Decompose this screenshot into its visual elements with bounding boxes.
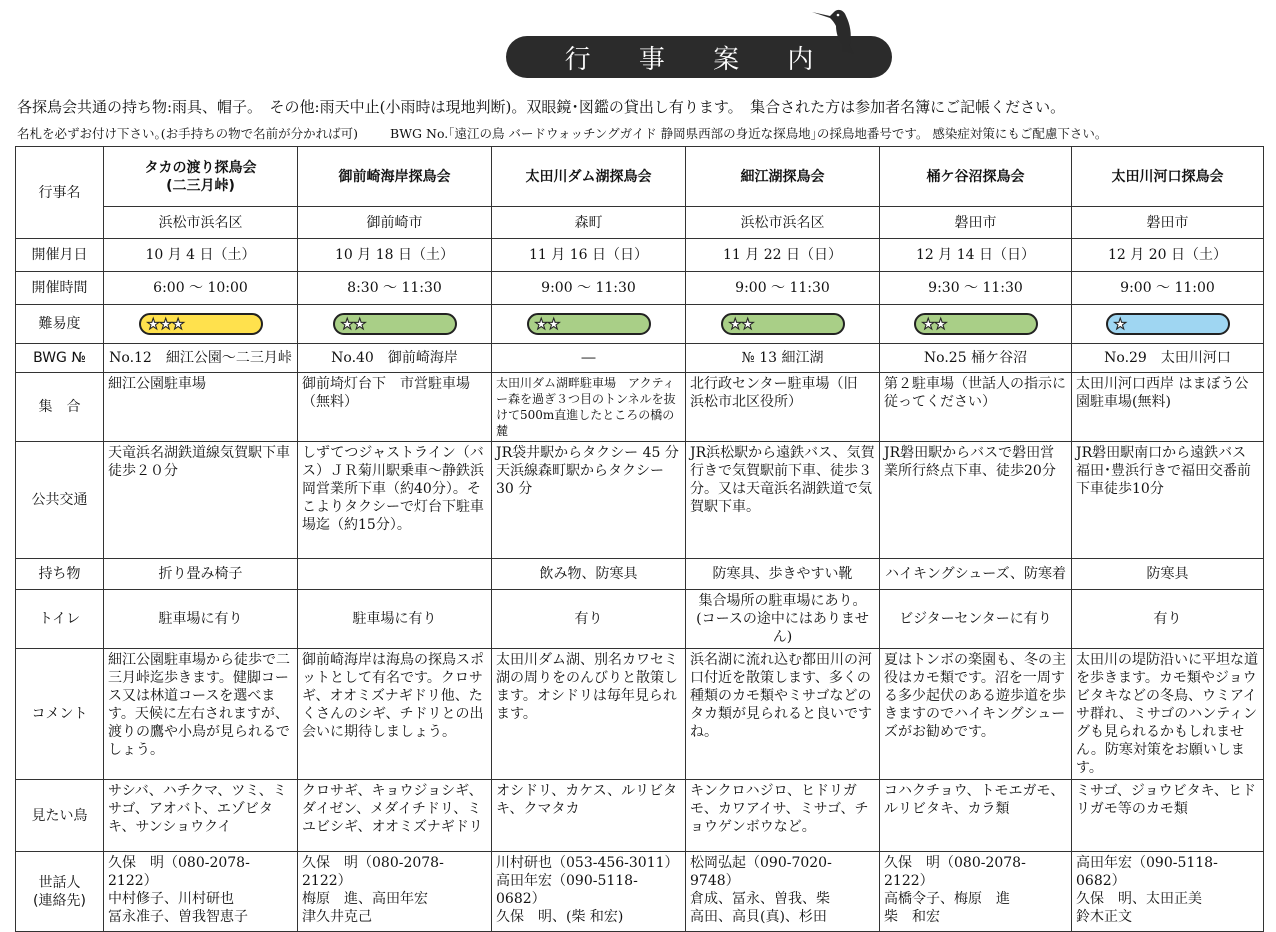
- row-meet: [16, 373, 1264, 442]
- event-birds: サシバ、ハチクマ、ツミ、ミサゴ、アオバト、エゾビタキ、サンショウクイ: [104, 780, 298, 852]
- event-time: 9:30 〜 11:30: [880, 272, 1072, 305]
- nametag-note: 名札を必ずお付け下さい｡(お手持ちの物で名前が分かれば可): [17, 126, 359, 141]
- event-comment: 細江公園駐車場から徒歩で二三月峠迄歩きます。健脚コース又は林道コースを選べます。天候に左右されますが、渡りの鷹や小鳥が見られるでしょう。: [104, 649, 298, 780]
- event-place: 浜松市浜名区: [104, 207, 298, 239]
- event-toilet: 駐車場に有り: [298, 590, 492, 649]
- event-name: 太田川ダム湖探鳥会: [492, 147, 686, 207]
- event-birds: コハクチョウ、トモエガモ、ルリビタキ、カラ類: [880, 780, 1072, 852]
- event-contact: 松岡弘起（090-7020-9748） 倉成、冨永、曽我、柴 高田、高貝(真)、杉田: [686, 852, 880, 932]
- difficulty-rating: [333, 313, 457, 335]
- event-date: 10 月 4 日（土）: [104, 239, 298, 272]
- event-name: 桶ケ谷沼探鳥会: [880, 147, 1072, 207]
- event-transit: 天竜浜名湖鉄道線気賀駅下車徒歩２０分: [104, 442, 298, 559]
- difficulty-stars: ★★: [921, 315, 947, 333]
- row-date: [16, 239, 1264, 272]
- difficulty-cell: [104, 305, 298, 344]
- difficulty-stars: ★★★: [146, 315, 184, 333]
- difficulty-cell: [686, 305, 880, 344]
- event-bwg: No.40 御前崎海岸: [298, 344, 492, 373]
- event-place: 森町: [492, 207, 686, 239]
- row-items: [16, 559, 1264, 590]
- difficulty-rating: [527, 313, 651, 335]
- row-toilet: [16, 590, 1264, 649]
- event-birds: ミサゴ、ジョウビタキ、ヒドリガモ等のカモ類: [1072, 780, 1264, 852]
- event-toilet: ビジターセンターに有り: [880, 590, 1072, 649]
- difficulty-stars: ★: [1113, 315, 1126, 333]
- kingfisher-bird-icon: [808, 4, 868, 56]
- event-comment: 御前崎海岸は海鳥の探鳥スポットとして有名です。クロサギ、オオミズナギドリ他、たくさんのシギ、チドリとの出会いに期待しましょう。: [298, 649, 492, 780]
- event-name: 太田川河口探鳥会: [1072, 147, 1264, 207]
- label-contact: 世話人 (連絡先): [16, 852, 104, 932]
- event-date: 11 月 16 日（日）: [492, 239, 686, 272]
- row-bwg: [16, 344, 1264, 373]
- event-bwg: No.25 桶ケ谷沼: [880, 344, 1072, 373]
- row-time: [16, 272, 1264, 305]
- event-time: 9:00 〜 11:30: [686, 272, 880, 305]
- difficulty-rating: [1106, 313, 1230, 335]
- label-meet: 集 合: [16, 373, 104, 442]
- event-name: 細江湖探鳥会: [686, 147, 880, 207]
- bwg-note: BWG No.｢遠江の鳥 バードウォッチングガイド 静岡県西部の身近な探鳥地｣の採鳥地番号です。 感染症対策にもご配慮下さい。: [390, 126, 1108, 141]
- label-comment: コメント: [16, 649, 104, 780]
- event-meet: 細江公園駐車場: [104, 373, 298, 442]
- event-date: 12 月 14 日（日）: [880, 239, 1072, 272]
- event-comment: 夏はトンボの楽園も、冬の主役はカモ類です。沼を一周する多少起伏のある遊歩道を歩きますのでハイキングシューズがお勧めです。: [880, 649, 1072, 780]
- label-toilet: トイレ: [16, 590, 104, 649]
- event-items: ハイキングシューズ、防寒着: [880, 559, 1072, 590]
- event-contact: 久保 明（080-2078-2122） 高橋令子、梅原 進 柴 和宏: [880, 852, 1072, 932]
- page-title: 行 事 案 内: [506, 36, 892, 78]
- event-time: 9:00 〜 11:00: [1072, 272, 1264, 305]
- event-comment: 太田川ダム湖、別名カワセミ湖の周りをのんびりと散策します。オシドリは毎年見られます。: [492, 649, 686, 780]
- event-name: タカの渡り探鳥会 (二三月峠): [104, 147, 298, 207]
- event-meet: 北行政センター駐車場（旧 浜松市北区役所）: [686, 373, 880, 442]
- event-comment: 浜名湖に流れ込む都田川の河口付近を散策します、多くの種類のカモ類やミサゴなどのタカ類が見られると良いですね。: [686, 649, 880, 780]
- event-meet: 太田川ダム湖畔駐車場 アクティー森を過ぎ３つ目のトンネルを抜けて500m直進したところの橋の麓: [492, 373, 686, 442]
- difficulty-stars: ★★: [340, 315, 366, 333]
- event-items: [298, 559, 492, 590]
- event-toilet: 駐車場に有り: [104, 590, 298, 649]
- event-transit: JR磐田駅南口から遠鉄バス福田･豊浜行きで福田交番前下車徒歩10分: [1072, 442, 1264, 559]
- event-contact: 川村研也（053-456-3011） 高田年宏（090-5118-0682） 久保 明、(柴 和宏): [492, 852, 686, 932]
- label-date: 開催月日: [16, 239, 104, 272]
- event-birds: オシドリ、カケス、ルリビタキ、クマタカ: [492, 780, 686, 852]
- label-transit: 公共交通: [16, 442, 104, 559]
- event-schedule-table: [15, 146, 1264, 932]
- event-items: 防寒具、歩きやすい靴: [686, 559, 880, 590]
- label-difficulty: 難易度: [16, 305, 104, 344]
- row-contact: [16, 852, 1264, 932]
- event-transit: JR磐田駅からバスで磐田営業所行終点下車、徒歩20分: [880, 442, 1072, 559]
- event-date: 10 月 18 日（土）: [298, 239, 492, 272]
- event-transit: しずてつジャストライン（バス）ＪＲ菊川駅乗車〜静鉄浜岡営業所下車（約40分）。そこよりタクシーで灯台下駐車場迄（約15分）。: [298, 442, 492, 559]
- event-items: 折り畳み椅子: [104, 559, 298, 590]
- event-birds: クロサギ、キョウジョシギ、ダイゼン、メダイチドリ、ミユビシギ、オオミズナギドリ: [298, 780, 492, 852]
- row-comment: [16, 649, 1264, 780]
- event-bwg: No.12 細江公園〜二三月峠: [104, 344, 298, 373]
- event-toilet: 有り: [492, 590, 686, 649]
- row-birds: [16, 780, 1264, 852]
- event-toilet: 集合場所の駐車場にあり。 (コースの途中にはありません): [686, 590, 880, 649]
- row-name: [16, 147, 1264, 207]
- common-notes-line1: 各探鳥会共通の持ち物:雨具、帽子。 その他:雨天中止(小雨時は現地判断)。双眼鏡･図鑑の貸出し有ります。 集合された方は参加者名簿にご記帳ください。: [17, 98, 1066, 116]
- event-meet: 第２駐車場（世話人の指示に従ってください）: [880, 373, 1072, 442]
- event-contact: 久保 明（080-2078-2122） 梅原 進、高田年宏 津久井克己: [298, 852, 492, 932]
- label-birds: 見たい鳥: [16, 780, 104, 852]
- difficulty-rating: [721, 313, 845, 335]
- event-transit: JR浜松駅から遠鉄バス、気賀行きで気賀駅前下車、徒歩３分。又は天竜浜名湖鉄道で気賀駅下車。: [686, 442, 880, 559]
- difficulty-rating: [139, 313, 263, 335]
- event-transit: JR袋井駅からタクシー 45 分天浜線森町駅からタクシー 30 分: [492, 442, 686, 559]
- event-time: 9:00 〜 11:30: [492, 272, 686, 305]
- common-notes-line2: [17, 124, 1107, 142]
- event-date: 11 月 22 日（日）: [686, 239, 880, 272]
- difficulty-stars: ★★: [728, 315, 754, 333]
- row-transit: [16, 442, 1264, 559]
- event-name: 御前崎海岸探鳥会: [298, 147, 492, 207]
- event-meet: 御前埼灯台下 市営駐車場（無料）: [298, 373, 492, 442]
- event-place: 御前崎市: [298, 207, 492, 239]
- event-contact: 高田年宏（090-5118-0682） 久保 明、太田正美 鈴木正文: [1072, 852, 1264, 932]
- event-place: 浜松市浜名区: [686, 207, 880, 239]
- label-event: 行事名: [16, 147, 104, 239]
- difficulty-cell: [298, 305, 492, 344]
- difficulty-cell: [1072, 305, 1264, 344]
- event-contact: 久保 明（080-2078-2122） 中村修子、川村研也 冨永准子、曽我智恵子: [104, 852, 298, 932]
- difficulty-cell: [492, 305, 686, 344]
- label-items: 持ち物: [16, 559, 104, 590]
- event-items: 防寒具: [1072, 559, 1264, 590]
- event-date: 12 月 20 日（土）: [1072, 239, 1264, 272]
- row-stars: [16, 305, 1264, 344]
- event-meet: 太田川河口西岸 はまぼう公園駐車場(無料): [1072, 373, 1264, 442]
- label-time: 開催時間: [16, 272, 104, 305]
- event-items: 飲み物、防寒具: [492, 559, 686, 590]
- event-bwg: No.29 太田川河口: [1072, 344, 1264, 373]
- difficulty-cell: [880, 305, 1072, 344]
- event-place: 磐田市: [1072, 207, 1264, 239]
- event-toilet: 有り: [1072, 590, 1264, 649]
- difficulty-rating: [914, 313, 1038, 335]
- event-bwg: ―: [492, 344, 686, 373]
- row-place: [16, 207, 1264, 239]
- event-birds: キンクロハジロ、ヒドリガモ、カワアイサ、ミサゴ、チョウゲンボウなど。: [686, 780, 880, 852]
- event-bwg: № 13 細江湖: [686, 344, 880, 373]
- event-place: 磐田市: [880, 207, 1072, 239]
- event-time: 6:00 〜 10:00: [104, 272, 298, 305]
- event-comment: 太田川の堤防沿いに平坦な道を歩きます。カモ類やジョウビタキなどの冬鳥、ウミアイサ群れ、ミサゴのハンティングも見られるかもしれません。防寒対策をお願いします。: [1072, 649, 1264, 780]
- label-bwg: BWG №: [16, 344, 104, 373]
- difficulty-stars: ★★: [534, 315, 560, 333]
- event-time: 8:30 〜 11:30: [298, 272, 492, 305]
